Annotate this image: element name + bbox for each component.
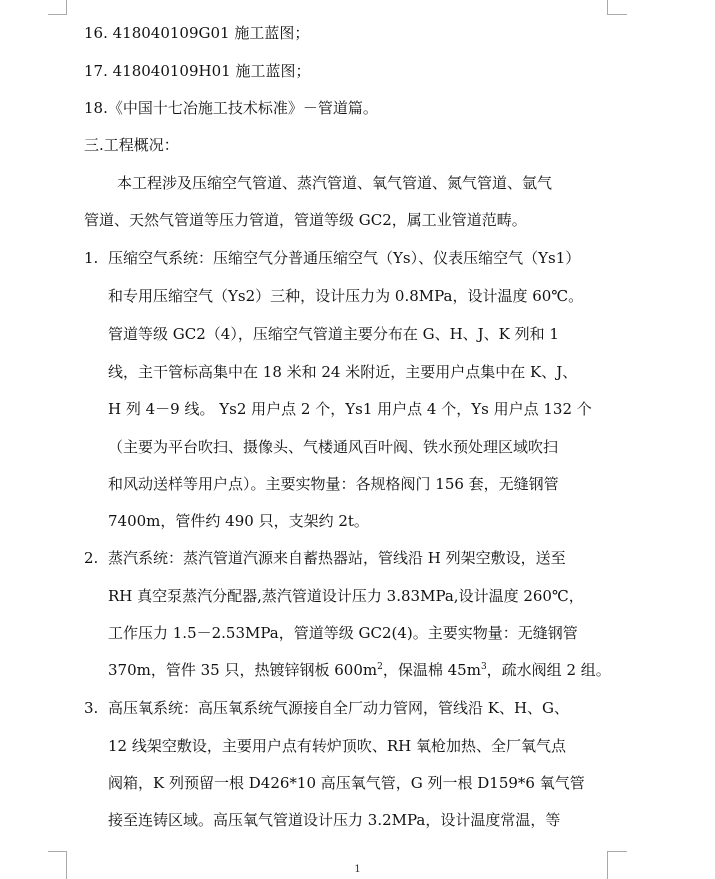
crop-mark-top-left-h — [48, 14, 66, 15]
page-number: 1 — [354, 864, 361, 875]
crop-mark-bottom-right-h — [607, 851, 627, 852]
crop-mark-bottom-left-h — [48, 851, 66, 852]
superscript: 3 — [480, 662, 487, 672]
list-item-2-line: RH 真空泵蒸汽分配器,蒸汽管道设计压力 3.83MPa,设计温度 260℃， — [108, 587, 584, 605]
text-run: ，疏水阀组 2 组。 — [486, 661, 611, 679]
text-run: ，保温棉 45m — [382, 661, 481, 679]
list-item-2-line — [108, 660, 611, 680]
ref-item-17: 17. 418040109H01 施工蓝图； — [84, 62, 311, 80]
list-item-1-line: （主要为平台吹扫、摄像头、气楼通风百叶阀、铁水预处理区域吹扫 — [108, 438, 559, 456]
list-item-3-line: 阀箱，K 列预留一根 D426*10 高压氧气管，G 列一根 D159*6 氧气管 — [108, 774, 585, 792]
list-item-3-line: 12 线架空敷设，主要用户点有转炉顶吹、RH 氧枪加热、全厂氧气点 — [108, 737, 567, 755]
overview-paragraph-line: 本工程涉及压缩空气管道、蒸汽管道、氧气管道、氮气管道、氩气 — [117, 174, 553, 192]
crop-mark-top-right-h — [607, 14, 627, 15]
list-item-1-line: 和专用压缩空气（Ys2）三种，设计压力为 0.8MPa，设计温度 60℃。 — [108, 287, 584, 305]
list-item-2-number: 2. — [84, 549, 99, 567]
list-item-1-line: 线，主干管标高集中在 18 米和 24 米附近，主要用户点集中在 K、J、 — [108, 363, 578, 381]
section-heading: 三.工程概况： — [84, 136, 179, 154]
list-item-1-line: 压缩空气系统：压缩空气分普通压缩空气（Ys）、仪表压缩空气（Ys1） — [108, 249, 581, 267]
crop-mark-top-right — [607, 0, 608, 14]
list-item-1-line: 管道等级 GC2（4），压缩空气管道主要分布在 G、H、J、K 列和 1 — [108, 325, 559, 343]
ref-item-16: 16. 418040109G01 施工蓝图； — [84, 24, 310, 42]
text-run: 370m，管件 35 只，热镀锌钢板 600m — [108, 661, 378, 679]
list-item-1-line: H 列 4－9 线。 Ys2 用户点 2 个，Ys1 用户点 4 个，Ys 用户点 132 个 — [108, 400, 592, 418]
list-item-3-line: 接至连铸区域。高压氧气管道设计压力 3.2MPa，设计温度常温，等 — [108, 811, 561, 829]
superscript: 2 — [377, 662, 383, 672]
list-item-2-line: 工作压力 1.5－2.53MPa，管道等级 GC2(4)。主要实物量：无缝钢管 — [108, 624, 578, 642]
list-item-3-line: 高压氧系统：高压氧系统气源接自全厂动力管网，管线沿 K、H、G、 — [108, 699, 570, 717]
ref-item-18: 18.《中国十七冶施工技术标准》－管道篇。 — [84, 99, 378, 117]
list-item-2-line: 蒸汽系统：蒸汽管道汽源来自蓄热器站，管线沿 H 列架空敷设，送至 — [108, 549, 566, 567]
overview-paragraph-line: 管道、天然气管道等压力管道，管道等级 GC2，属工业管道范畴。 — [84, 211, 527, 229]
list-item-1-number: 1. — [84, 249, 99, 267]
list-item-1-line: 7400m，管件约 490 只，支架约 2t。 — [108, 512, 369, 530]
crop-mark-top-left — [66, 0, 67, 15]
list-item-3-number: 3. — [84, 699, 99, 717]
list-item-1-line: 和风动送样等用户点）。主要实物量：各规格阀门 156 套，无缝钢管 — [108, 475, 559, 493]
